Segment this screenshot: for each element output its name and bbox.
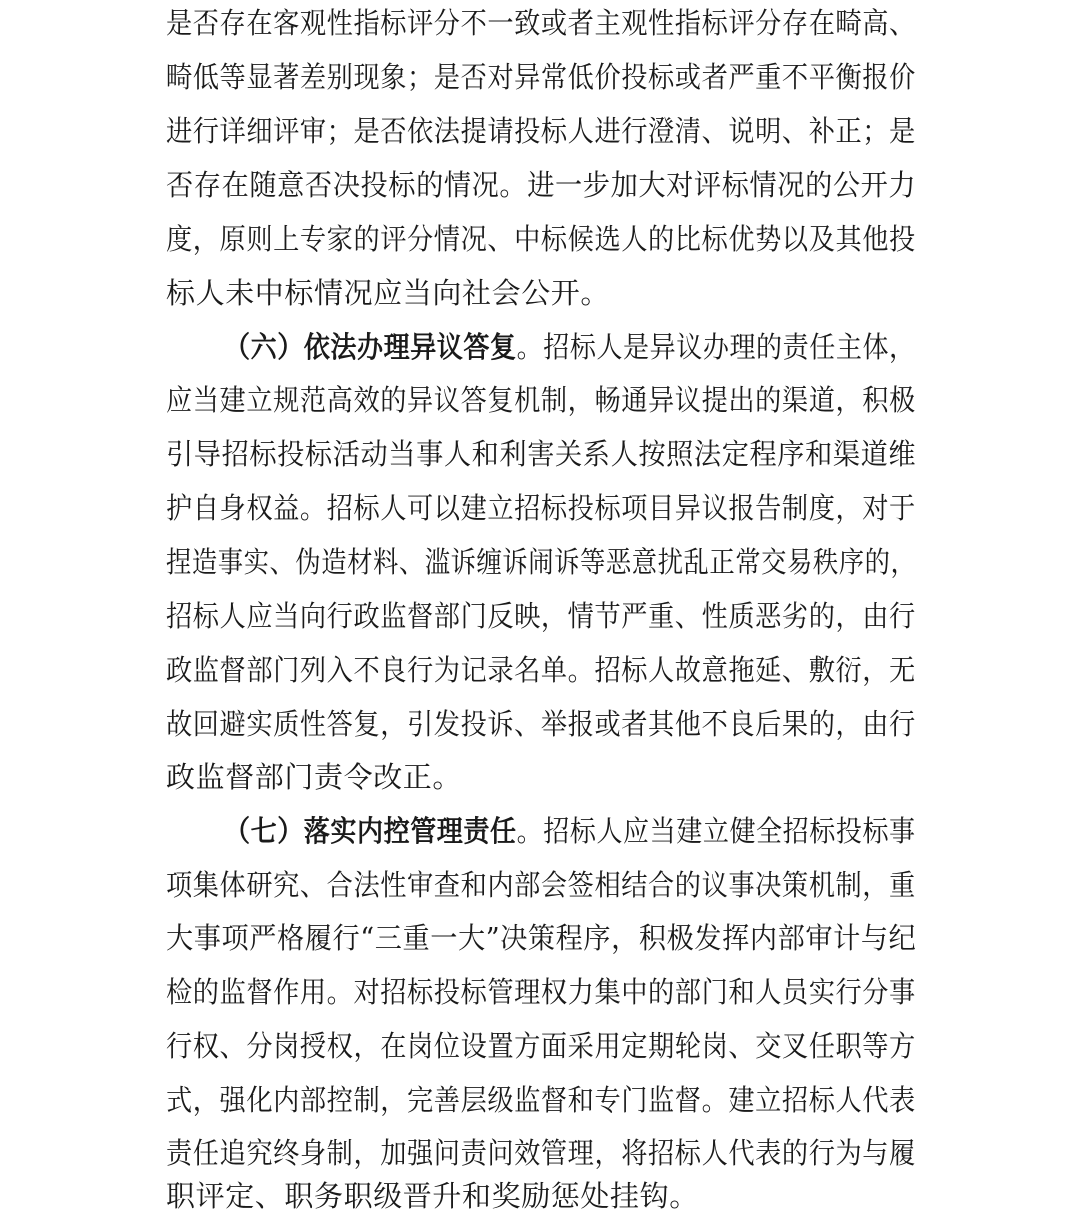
text-line: 项集体研究、合法性审查和内部会签相结合的议事决策机制，重 [166, 868, 916, 902]
text-line: 度，原则上专家的评分情况、中标候选人的比标优势以及其他投 [166, 222, 916, 256]
document-page [166, 0, 926, 1218]
text-line: 是否存在客观性指标评分不一致或者主观性指标评分存在畸高、 [166, 6, 916, 40]
section-heading: （六）依法办理异议答复 [224, 330, 517, 364]
text-run: 。招标人是异议办理的责任主体， [516, 330, 916, 364]
text-line: 职评定、职务职级晋升和奖励惩处挂钩。 [166, 1179, 699, 1213]
section-heading: （七）落实内控管理责任 [224, 814, 517, 848]
text-run: 。招标人应当建立健全招标投标事 [516, 814, 916, 848]
text-line: 式，强化内部控制，完善层级监督和专门监督。建立招标人代表 [166, 1083, 916, 1117]
text-line: 捏造事实、伪造材料、滥诉缠诉闹诉等恶意扰乱正常交易秩序的， [166, 545, 917, 579]
text-line: 责任追究终身制，加强问责问效管理，将招标人代表的行为与履 [166, 1136, 916, 1170]
text-line: 行权、分岗授权，在岗位设置方面采用定期轮岗、交叉任职等方 [166, 1029, 916, 1063]
paragraph-first-line [224, 327, 916, 367]
text-line: 政监督部门列入不良行为记录名单。招标人故意拖延、敷衍，无 [166, 653, 916, 687]
text-line: 引导招标投标活动当事人和利害关系人按照法定程序和渠道维 [166, 437, 917, 471]
text-line: 大事项严格履行“三重一大”决策程序，积极发挥内部审计与纪 [166, 921, 917, 955]
text-line: 进行详细评审；是否依法提请投标人进行澄清、说明、补正；是 [166, 114, 916, 148]
text-line: 应当建立规范高效的异议答复机制，畅通异议提出的渠道，积极 [166, 383, 916, 417]
text-line: 检的监督作用。对招标投标管理权力集中的部门和人员实行分事 [166, 975, 916, 1009]
text-line: 政监督部门责令改正。 [166, 760, 463, 794]
text-line: 标人未中标情况应当向社会公开。 [166, 276, 611, 310]
paragraph-first-line [224, 811, 916, 851]
text-line: 招标人应当向行政监督部门反映，情节严重、性质恶劣的，由行 [166, 599, 916, 633]
text-line: 故回避实质性答复，引发投诉、举报或者其他不良后果的，由行 [166, 707, 916, 741]
text-line: 畸低等显著差别现象；是否对异常低价投标或者严重不平衡报价 [166, 60, 916, 94]
text-line: 护自身权益。招标人可以建立招标投标项目异议报告制度，对于 [166, 491, 916, 525]
text-line: 否存在随意否决投标的情况。进一步加大对评标情况的公开力 [166, 168, 917, 202]
